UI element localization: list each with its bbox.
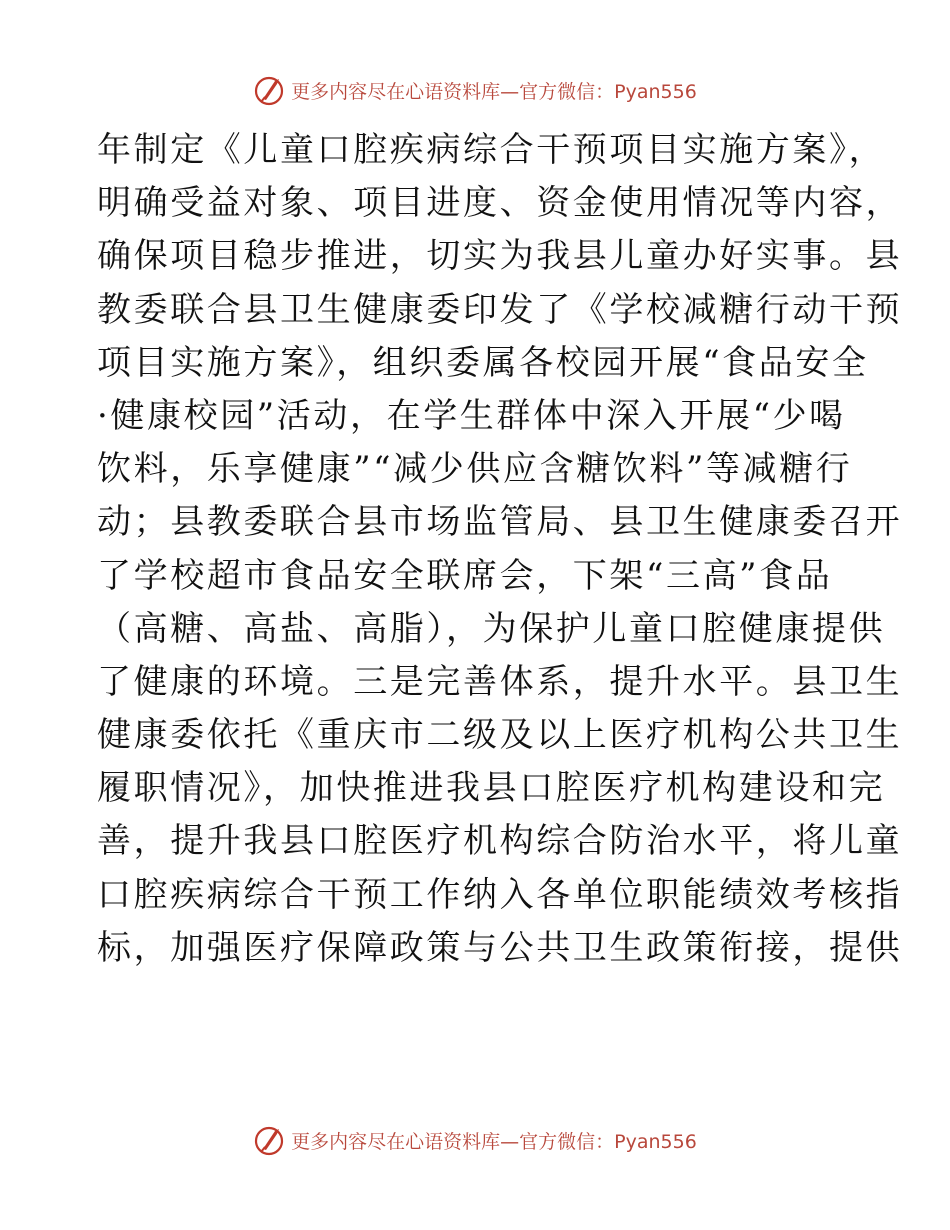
text-line: （高糖、高盐、高脂），为保护儿童口腔健康提供	[97, 608, 886, 649]
header-banner-text: 更多内容尽在心语资料库—官方微信：Pyan556	[291, 80, 697, 103]
text-line: 饮料，乐享健康”“减少供应含糖饮料”等减糖行	[97, 449, 853, 490]
text-line: 标，加强医疗保障政策与公共卫生政策衔接，提供	[97, 927, 903, 968]
footer-banner	[0, 1120, 950, 1160]
text-line: 口腔疾病综合干预工作纳入各单位职能绩效考核指	[97, 874, 903, 915]
text-line: 健康委依托《重庆市二级及以上医疗机构公共卫生	[97, 715, 903, 756]
text-line: 了健康的环境。三是完善体系，提升水平。县卫生	[97, 661, 903, 702]
text-line: 教委联合县卫生健康委印发了《学校减糖行动干预	[97, 289, 903, 330]
quill-pen-logo-icon	[253, 1123, 287, 1157]
text-line: ·健康校园”活动，在学生群体中深入开展“少喝	[97, 395, 846, 436]
text-line: 明确受益对象、项目进度、资金使用情况等内容，	[97, 183, 903, 224]
text-line: 善，提升我县口腔医疗机构综合防治水平，将儿童	[97, 821, 903, 862]
footer-banner-text: 更多内容尽在心语资料库—官方微信：Pyan556	[291, 1130, 697, 1153]
body-text	[97, 124, 903, 975]
quill-pen-logo-icon	[253, 73, 287, 107]
text-line: 了学校超市食品安全联席会，下架“三高”食品	[97, 555, 833, 596]
text-line: 履职情况》，加快推进我县口腔医疗机构建设和完	[97, 768, 886, 809]
text-line: 项目实施方案》，组织委属各校园开展“食品安全	[97, 342, 869, 383]
text-line: 动；县教委联合县市场监管局、县卫生健康委召开	[97, 502, 903, 543]
text-line: 年制定《儿童口腔疾病综合干预项目实施方案》，	[97, 130, 886, 170]
header-banner	[0, 70, 950, 110]
text-line: 确保项目稳步推进，切实为我县儿童办好实事。县	[97, 236, 903, 277]
